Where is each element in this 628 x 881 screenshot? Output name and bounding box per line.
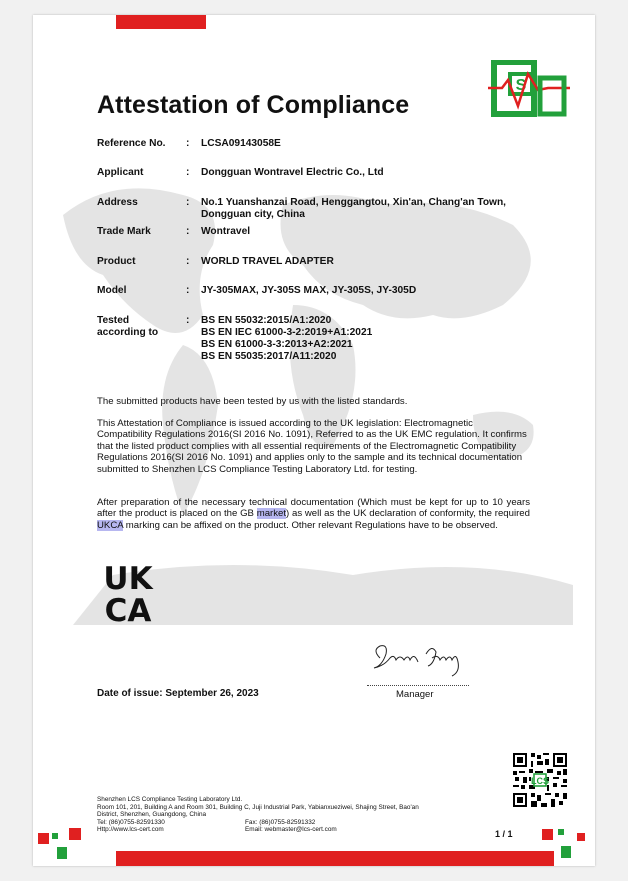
field-value: Dongguan Wontravel Electric Co., Ltd — [201, 167, 384, 178]
field-colon: : — [186, 197, 190, 208]
document-title: Attestation of Compliance — [97, 91, 410, 119]
field-value: Wontravel — [201, 226, 251, 237]
ukca-line-1: UK — [103, 561, 153, 597]
field-label: Model — [97, 285, 127, 296]
lcs-logo — [488, 60, 572, 126]
qr-logo-text: LCS — [531, 776, 549, 786]
footer-address-2: District, Shenzhen, Guangdong, China — [97, 811, 207, 819]
paragraph-tested: The submitted products have been tested by us with the listed standards. — [97, 396, 408, 407]
standard-item: BS EN 61000-3-3:2013+A2:2021 — [201, 339, 353, 350]
field-value: No.1 Yuanshanzai Road, Henggangtou, Xin'an, Chang'an Town, — [201, 197, 507, 208]
footer-company: Shenzhen LCS Compliance Testing Laboratory Ltd. — [97, 796, 243, 803]
logo-letter-s: S — [515, 77, 527, 94]
footer-website: Http://www.lcs-cert.com — [97, 826, 164, 834]
field-value: WORLD TRAVEL ADAPTER — [201, 256, 334, 267]
qr-code — [513, 753, 567, 807]
paragraph-text: After preparation of the necessary technical documentation (Which must be kept for up to 10 years after the product is placed on the GB — [97, 497, 530, 520]
date-of-issue: Date of issue: September 26, 2023 — [97, 688, 259, 699]
decor-square — [558, 829, 564, 835]
decor-square — [69, 828, 81, 840]
footer-email: Email: webmaster@lcs-cert.com — [245, 826, 337, 834]
field-colon: : — [186, 226, 190, 237]
paragraph-legislation: This Attestation of Compliance is issued according to the UK legislation: Electromagnetic Compatibility Regulations 2016(SI 2016 No. 1091), Referred to as the UK EMC regulation. It confirms that the listed product complies with all essential requirements of the Electromagnetic Compatibility Regulations 2016(SI 2016 No. 1091) and applies only to the sample and its technical documentation submitted to Shenzhen LCS Compliance Testing Laboratory Ltd. for testing. — [97, 418, 527, 475]
footer-address-1: Room 101, 201, Building A and Room 301, Building C, Juji Industrial Park, Yabianxueziwei, Shajing Street, Bao'an — [97, 803, 419, 811]
highlight-ukca: UKCA — [97, 519, 124, 531]
paragraph-text: ) as well as the UK declaration of conformity, the required — [286, 508, 530, 520]
ukca-line-2: CA — [104, 593, 152, 623]
signature-line — [367, 685, 469, 686]
field-label: Reference No. — [97, 138, 166, 149]
field-label: Trade Mark — [97, 226, 151, 237]
signatory-role: Manager — [396, 689, 434, 700]
handwritten-signature — [366, 636, 472, 682]
field-value: LCSA09143058E — [201, 138, 281, 149]
decor-square — [561, 846, 571, 858]
standard-item: BS EN 55035:2017/A11:2020 — [201, 351, 337, 362]
footer — [97, 796, 517, 834]
certificate-page — [33, 15, 595, 866]
highlight-market: market — [256, 508, 287, 520]
field-value: JY-305MAX, JY-305S MAX, JY-305S, JY-305D — [201, 285, 417, 296]
field-colon: : — [186, 138, 190, 149]
decor-square — [57, 847, 67, 859]
paragraph-text: marking can be affixed on the product. Other relevant Regulations have to be observed. — [123, 519, 498, 531]
decor-square — [38, 833, 49, 844]
field-label: Address — [97, 197, 138, 208]
standard-item: BS EN IEC 61000-3-2:2019+A1:2021 — [201, 327, 373, 338]
decor-square — [577, 833, 585, 841]
decor-square — [542, 829, 553, 840]
decor-square — [52, 833, 58, 839]
page-number: 1 / 1 — [495, 829, 513, 839]
field-colon: : — [186, 285, 190, 296]
field-label: Product — [97, 256, 136, 267]
footer-tel: Tel: (86)0755-82591330 — [97, 818, 165, 826]
field-colon: : — [186, 167, 190, 178]
field-colon: : — [186, 256, 190, 267]
field-colon: : — [186, 315, 190, 326]
field-label: Applicant — [97, 167, 144, 178]
footer-fax: Fax: (86)0755-82591332 — [245, 818, 316, 826]
bottom-red-bar — [116, 851, 554, 866]
top-red-bar — [116, 15, 206, 29]
field-label: Tested according to — [97, 315, 159, 338]
paragraph-documentation — [97, 497, 530, 531]
ukca-mark — [96, 561, 160, 623]
standard-item: BS EN 55032:2015/A1:2020 — [201, 315, 332, 326]
field-value: Dongguan city, China — [201, 209, 305, 220]
